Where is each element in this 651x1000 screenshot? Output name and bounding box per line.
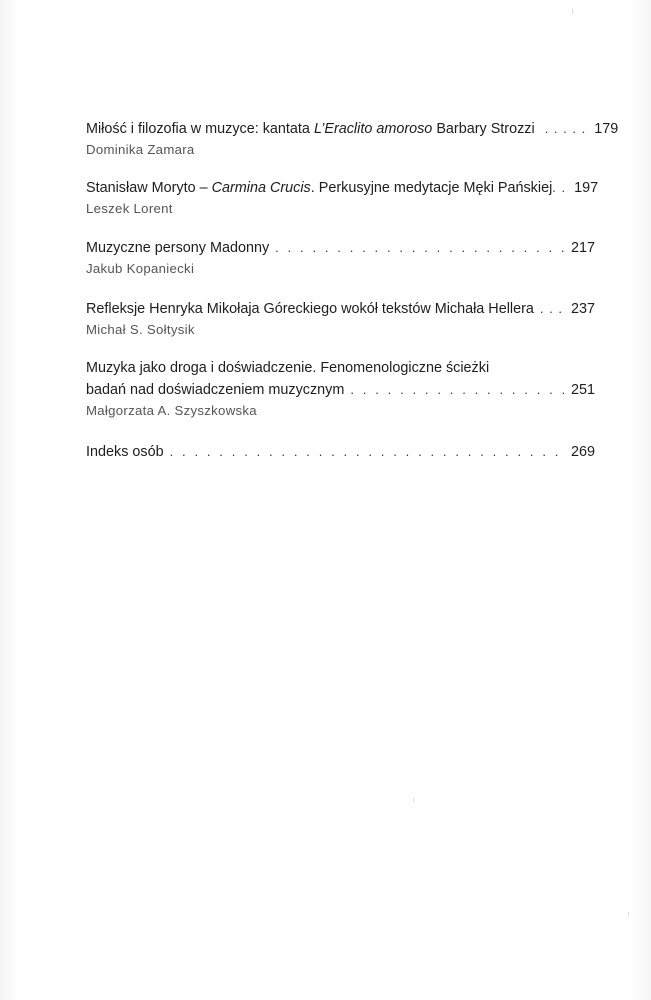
toc-title <box>86 179 552 198</box>
toc-title-line <box>86 380 595 400</box>
toc-entry-index <box>86 442 595 462</box>
toc-entry-strozzi <box>86 119 619 159</box>
toc-author: Michał S. Sołtysik <box>86 322 195 337</box>
toc-entry-fenomenologia <box>86 359 595 420</box>
toc-author: Jakub Kopaniecki <box>86 261 195 276</box>
dot-leader: . . . <box>539 301 563 316</box>
toc-author: Dominika Zamara <box>86 142 195 157</box>
page-number: 179 <box>594 121 619 137</box>
toc-title-line <box>86 238 595 258</box>
toc-title-line <box>86 178 599 198</box>
toc-title-line <box>86 119 619 139</box>
page-number: 197 <box>574 180 599 196</box>
dot-leader <box>350 380 565 399</box>
dot-leader: . . . . . <box>544 121 587 136</box>
toc-title-italic: L’Eraclito amoroso <box>313 121 433 137</box>
page-speck <box>628 912 629 917</box>
toc-title-line <box>86 299 595 319</box>
toc-title-part: Miłość i filozofia w muzyce: kantata <box>86 121 314 137</box>
toc-title-line <box>86 359 595 378</box>
toc-title: Refleksje Henryka Mikołaja Góreckiego wokół tekstów Michała Hellera <box>86 301 534 317</box>
page-number: 237 <box>570 301 595 317</box>
toc-title-line <box>86 442 595 462</box>
page-number: 217 <box>570 240 595 256</box>
toc-entry-moryto <box>86 178 599 218</box>
dot-leader: . . <box>552 180 567 195</box>
toc-title: Muzyka jako droga i doświadczenie. Fenomenologiczne ścieżki <box>86 360 490 376</box>
toc-title-continued: badań nad doświadczeniem muzycznym <box>86 382 345 398</box>
toc-author: Leszek Lorent <box>86 201 173 216</box>
toc-title-part: Stanisław Moryto – <box>86 180 212 196</box>
toc-title-part: Barbary Strozzi <box>432 121 535 137</box>
page-speck <box>413 798 414 802</box>
dot-leader <box>170 442 565 461</box>
page-speck <box>572 8 573 14</box>
toc-title: Muzyczne persony Madonny <box>86 240 270 256</box>
toc-author: Małgorzata A. Szyszkowska <box>86 403 257 418</box>
page-number: 269 <box>570 444 595 460</box>
toc-title-italic: Carmina Crucis <box>211 180 311 196</box>
toc-title: Indeks osób <box>86 444 164 460</box>
toc-entry-gorecki <box>86 299 595 339</box>
page-number: 251 <box>570 382 595 398</box>
dot-leader <box>275 238 565 257</box>
toc-title <box>86 120 535 139</box>
toc-title-part: . Perkusyjne medytacje Męki Pańskiej <box>310 180 553 196</box>
toc-entry-madonna <box>86 238 595 278</box>
